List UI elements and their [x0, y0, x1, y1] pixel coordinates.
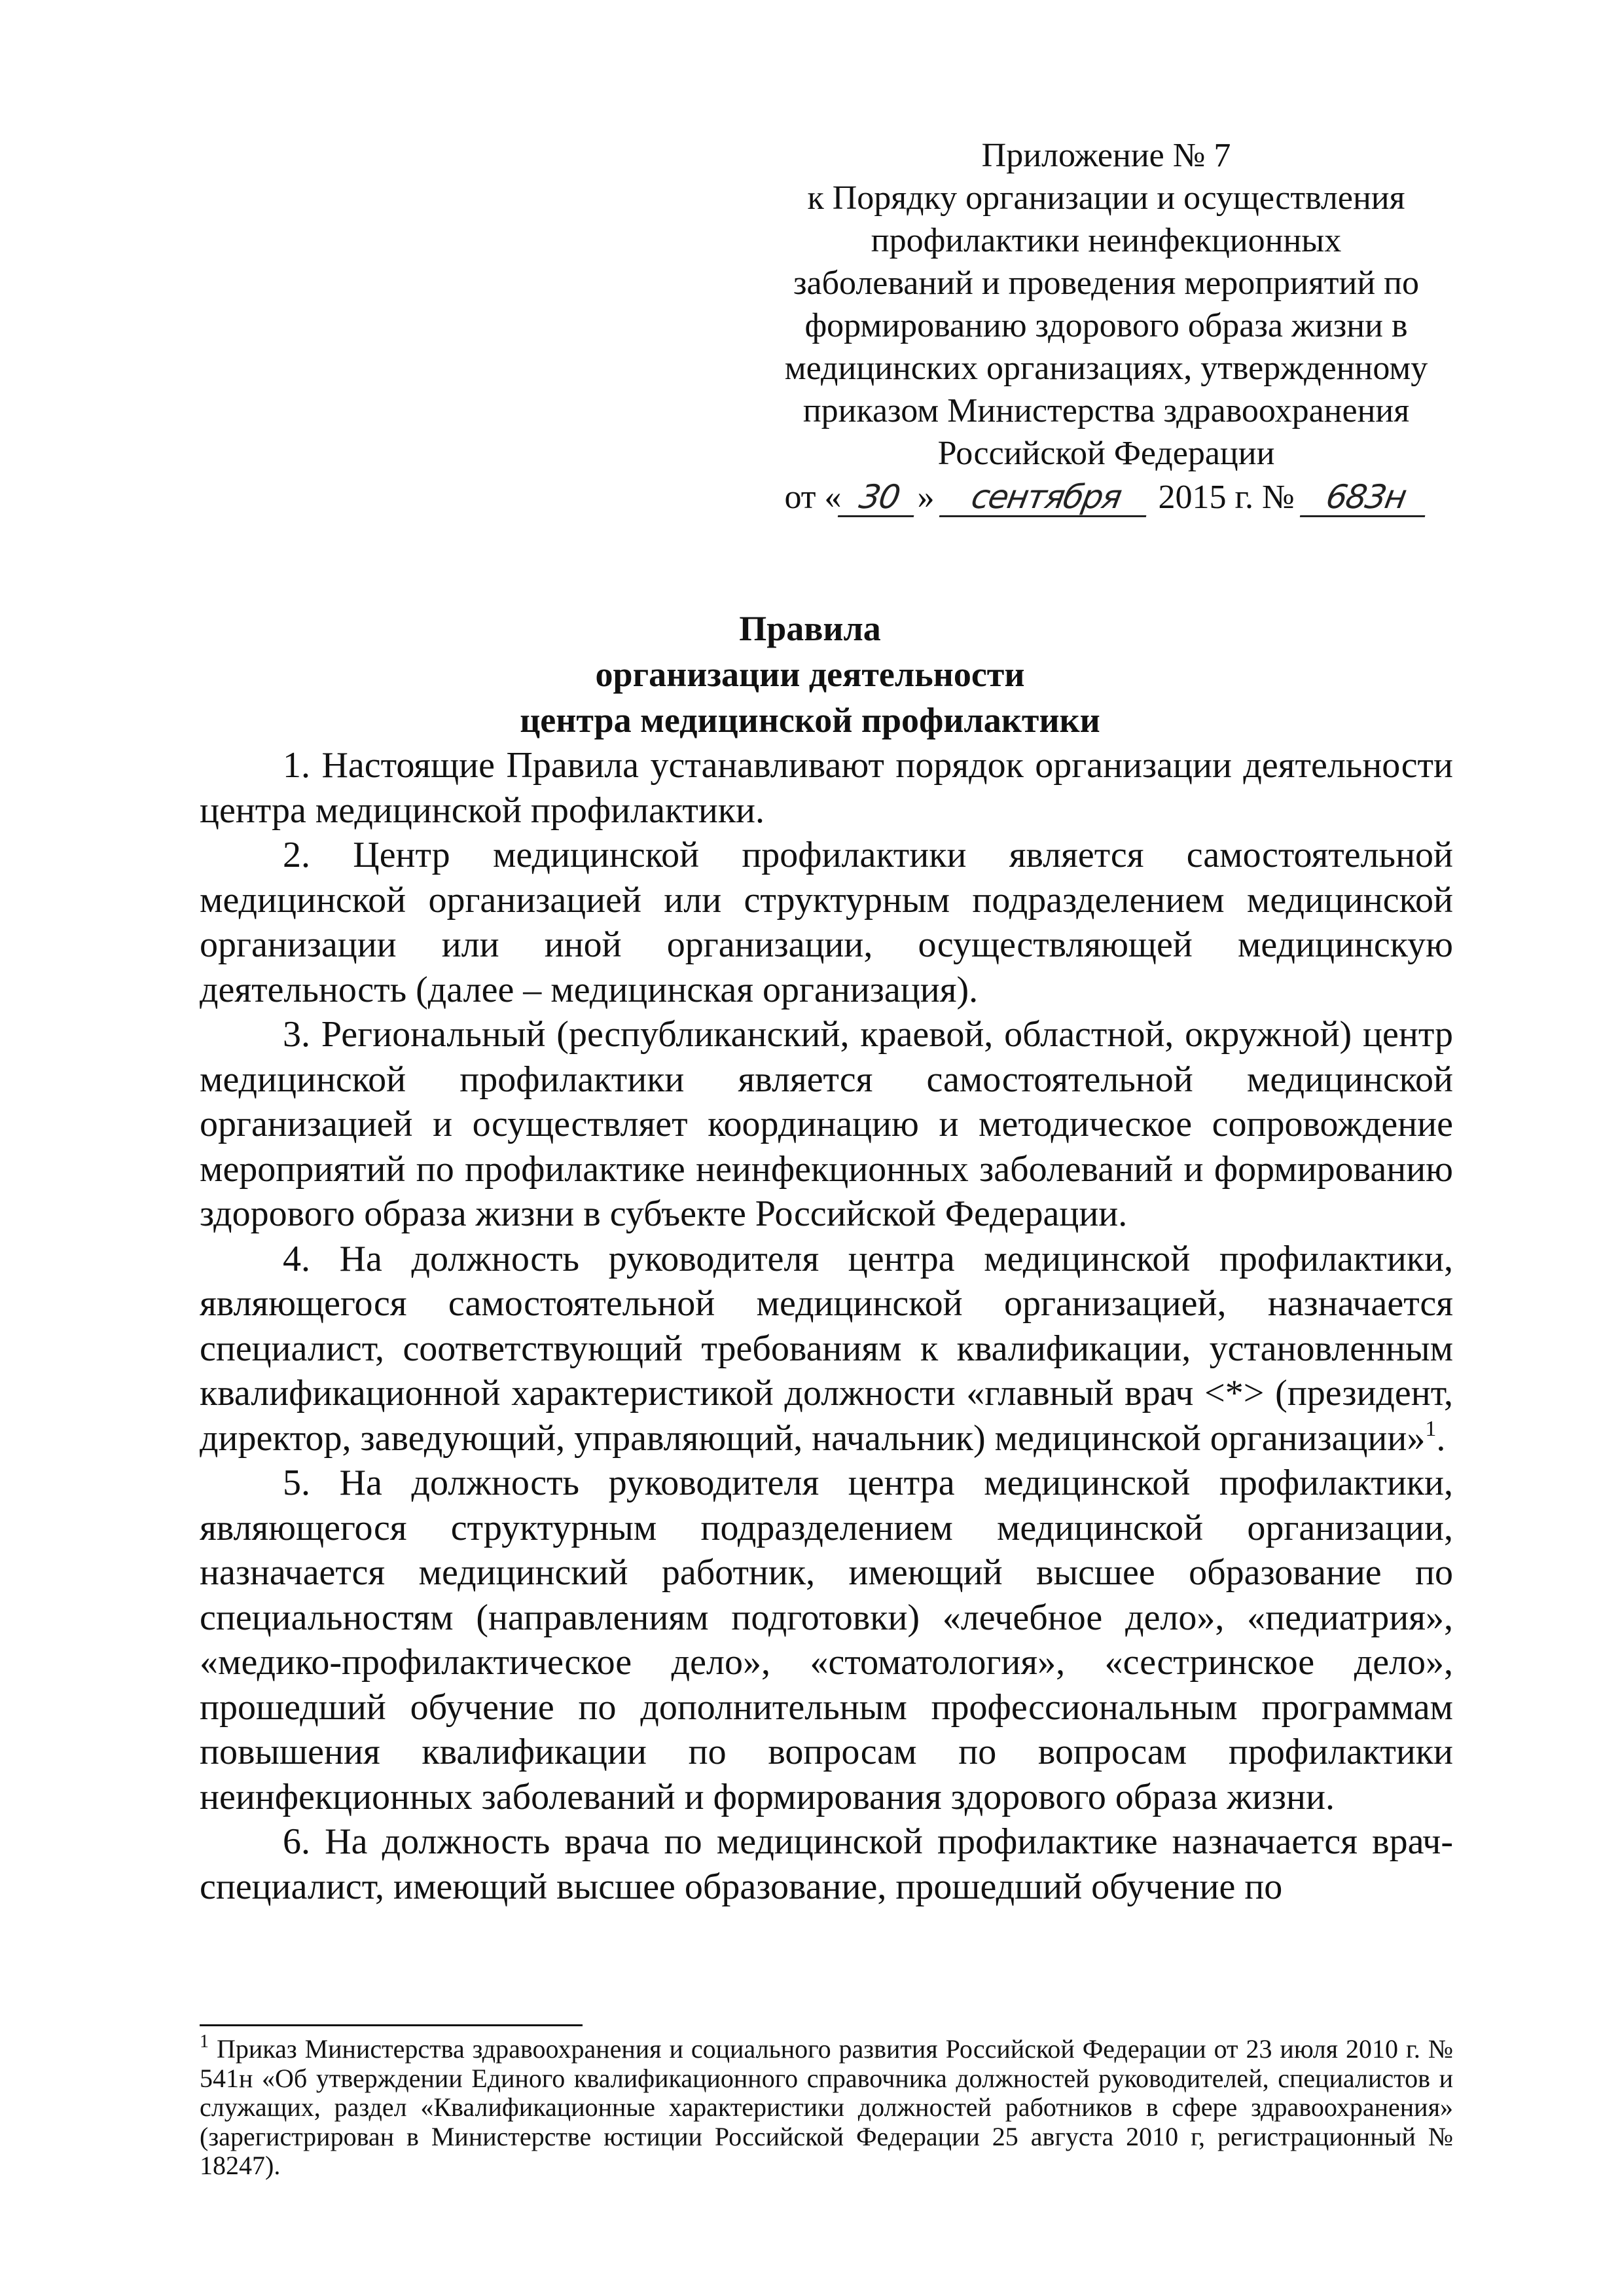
paragraph-4-text: 4. На должность руководителя центра медицинской профилактики, являющегося самостоятельной медицинской организацией, назначается специалист, соответствующий требованиям к квалификации, установленным квалификационной характеристикой должности «главный врач <*> (президент, директор, заведующий, управляющий, начальник) медицинской организации»: [200, 1238, 1453, 1459]
paragraph-3: 3. Региональный (республиканский, краевой, областной, окружной) центр медицинской профилактики является самостоятельной медицинской организацией и осуществляет координацию и методическое сопровождение мероприятий по профилактике неинфекционных заболеваний и формированию здорового образа жизни в субъекте Российской Федерации.: [200, 1014, 1453, 1234]
document-title: [0, 606, 1620, 743]
document-body: [200, 743, 1453, 1909]
title-line-3: центра медицинской профилактики: [520, 701, 1100, 740]
footnote-reference[interactable]: 1: [1425, 1416, 1437, 1441]
paragraph-1: 1. Настоящие Правила устанавливают порядок организации деятельности центра медицинской профилактики.: [200, 745, 1453, 831]
appendix-header: [727, 134, 1486, 519]
footnote-text: Приказ Министерства здравоохранения и социального развития Российской Федерации от 23 июля 2010 г. № 541н «Об утверждении Единого квалификационного справочника должностей руководителей, специалистов и служащих, раздел «Квалификационные характеристики должностей работников в сфере здравоохранения» (зарегистрирован в Министерстве юстиции Российской Федерации 25 августа 2010 г, регистрационный № 18247).: [200, 2034, 1453, 2180]
handwritten-order-number: 683н: [1299, 479, 1431, 517]
date-prefix: от «: [784, 479, 842, 516]
appendix-line: к Порядку организации и осуществления: [807, 179, 1405, 217]
paragraph-6: 6. На должность врача по медицинской профилактике назначается врач-специалист, имеющий высшее образование, прошедший обучение по: [200, 1821, 1453, 1907]
title-line-2: организации деятельности: [595, 655, 1025, 694]
footnote: [200, 2032, 1453, 2181]
appendix-title: Приложение № 7: [981, 137, 1231, 174]
appendix-line: профилактики неинфекционных: [871, 222, 1342, 259]
order-date-line: [727, 476, 1486, 519]
paragraph-2: 2. Центр медицинской профилактики является самостоятельной медицинской организацией или структурным подразделением медицинской организации или иной организации, осуществляющей медицинскую деятельность (далее – медицинская организация).: [200, 835, 1453, 1010]
footnote-mark: 1: [200, 2032, 209, 2052]
date-year: 2015 г. №: [1158, 479, 1295, 516]
paragraph-5: 5. На должность руководителя центра медицинской профилактики, являющегося структурным подразделением медицинской организации, назначается медицинский работник, имеющий высшее образование по специальностям (направлениям подготовки) «лечебное дело», «педиатрия», «медико-профилактическое дело», «стоматология», «сестринское дело», прошедший обучение по дополнительным профессиональным программам повышения квалификации по вопросам по вопросам профилактики неинфекционных заболеваний и формирования здорового образа жизни.: [200, 1463, 1453, 1817]
title-line-1: Правила: [739, 609, 881, 648]
appendix-line: медицинских организациях, утвержденному: [784, 350, 1428, 387]
handwritten-month: сентября: [939, 479, 1153, 517]
appendix-line: Российской Федерации: [937, 435, 1275, 472]
appendix-line: заболеваний и проведения мероприятий по: [793, 264, 1420, 302]
appendix-line: формированию здорового образа жизни в: [804, 307, 1408, 344]
handwritten-day: 30: [838, 479, 920, 517]
footnote-divider: [200, 2024, 583, 2026]
paragraph-4-end: .: [1436, 1417, 1446, 1459]
appendix-line: приказом Министерства здравоохранения: [802, 392, 1410, 429]
paragraph-4: [200, 1237, 1453, 1461]
date-quote-close: »: [917, 479, 935, 516]
